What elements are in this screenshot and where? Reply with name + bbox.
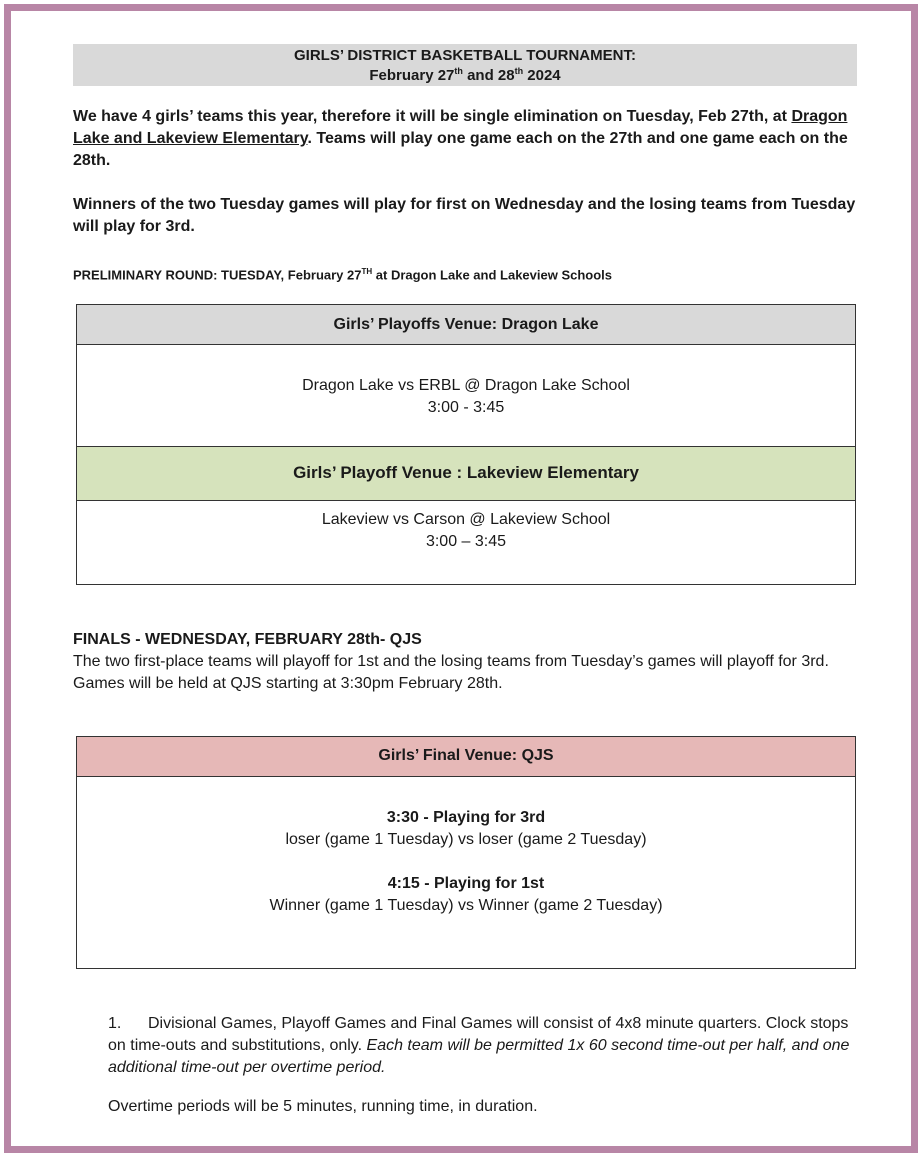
- finals-description: The two first-place teams will playoff for 1st and the losing teams from Tuesday’s games will playoff for 3rd. Games will be held at QJS starting at 3:30pm February 28th.: [73, 653, 829, 692]
- preliminary-round-label: [73, 263, 863, 284]
- game-title-1st: 4:15 - Playing for 1st: [387, 875, 545, 892]
- venue-heading-dragon-lake: Girls’ Playoffs Venue: Dragon Lake: [77, 305, 855, 345]
- overtime-note: Overtime periods will be 5 minutes, running time, in duration.: [108, 1098, 538, 1115]
- intro-text-b: . Teams will play one game each on the 27th and one game each on the 28th.: [73, 130, 848, 169]
- finals-heading: FINALS - WEDNESDAY, FEBRUARY 28th- QJS: [73, 631, 422, 648]
- preliminary-venues-table: [76, 304, 856, 585]
- title-sup-2: th: [514, 66, 524, 76]
- venue-game-dragon-lake: [77, 345, 855, 447]
- title-date-1: February 27: [369, 67, 455, 84]
- note-number: 1.: [108, 1015, 122, 1032]
- game-desc-3rd: loser (game 1 Tuesday) vs loser (game 2 Tuesday): [285, 831, 647, 848]
- note-text: Divisional Games, Playoff Games and Final Games will consist of 4x8 minute quarters. Clock stops on time-outs and substitutions, only.: [108, 1015, 849, 1054]
- venue-heading-lakeview: Girls’ Playoff Venue : Lakeview Elementary: [77, 447, 855, 501]
- document-page: [11, 11, 911, 1146]
- title-sup-1: th: [454, 66, 463, 76]
- page-title: [73, 44, 857, 86]
- venue-game-lakeview: [77, 501, 855, 583]
- game-matchup: Dragon Lake vs ERBL @ Dragon Lake School: [302, 377, 630, 394]
- game-desc-1st: Winner (game 1 Tuesday) vs Winner (game 2 Tuesday): [269, 897, 663, 914]
- page-frame: [4, 4, 918, 1153]
- note-italic-text: Each team will be permitted 1x 60 second time-out per half, and one additional time-out per overtime period.: [108, 1037, 850, 1076]
- venues-underlined: Dragon Lake and Lakeview Elementary: [73, 108, 848, 147]
- venue-heading-qjs: Girls’ Final Venue: QJS: [77, 737, 855, 777]
- game-title-3rd: 3:30 - Playing for 3rd: [386, 809, 546, 826]
- finals-venue-table: [76, 736, 856, 969]
- prelim-sup: TH: [361, 267, 373, 276]
- finals-games: [77, 777, 855, 917]
- rules-note: [108, 1013, 858, 1079]
- prelim-text-a: PRELIMINARY ROUND: TUESDAY, February 27: [73, 267, 362, 283]
- game-time: 3:00 – 3:45: [425, 533, 507, 550]
- intro-text-a: We have 4 girls’ teams this year, therefore it will be single elimination on Tuesday, Feb 27th, at: [73, 108, 792, 125]
- title-date-2: and 28: [462, 67, 515, 84]
- intro-paragraph-2: Winners of the two Tuesday games will play for first on Wednesday and the losing teams from Tuesday will play for 3rd.: [73, 196, 856, 235]
- title-line-2: [73, 66, 857, 86]
- title-year: 2024: [523, 67, 561, 84]
- game-time: 3:00 - 3:45: [427, 399, 505, 416]
- intro-paragraph-1: [73, 106, 863, 172]
- spacer: [77, 851, 855, 873]
- title-line-1: GIRLS’ DISTRICT BASKETBALL TOURNAMENT:: [294, 47, 636, 64]
- game-matchup: Lakeview vs Carson @ Lakeview School: [321, 511, 611, 528]
- prelim-text-b: at Dragon Lake and Lakeview Schools: [372, 267, 613, 283]
